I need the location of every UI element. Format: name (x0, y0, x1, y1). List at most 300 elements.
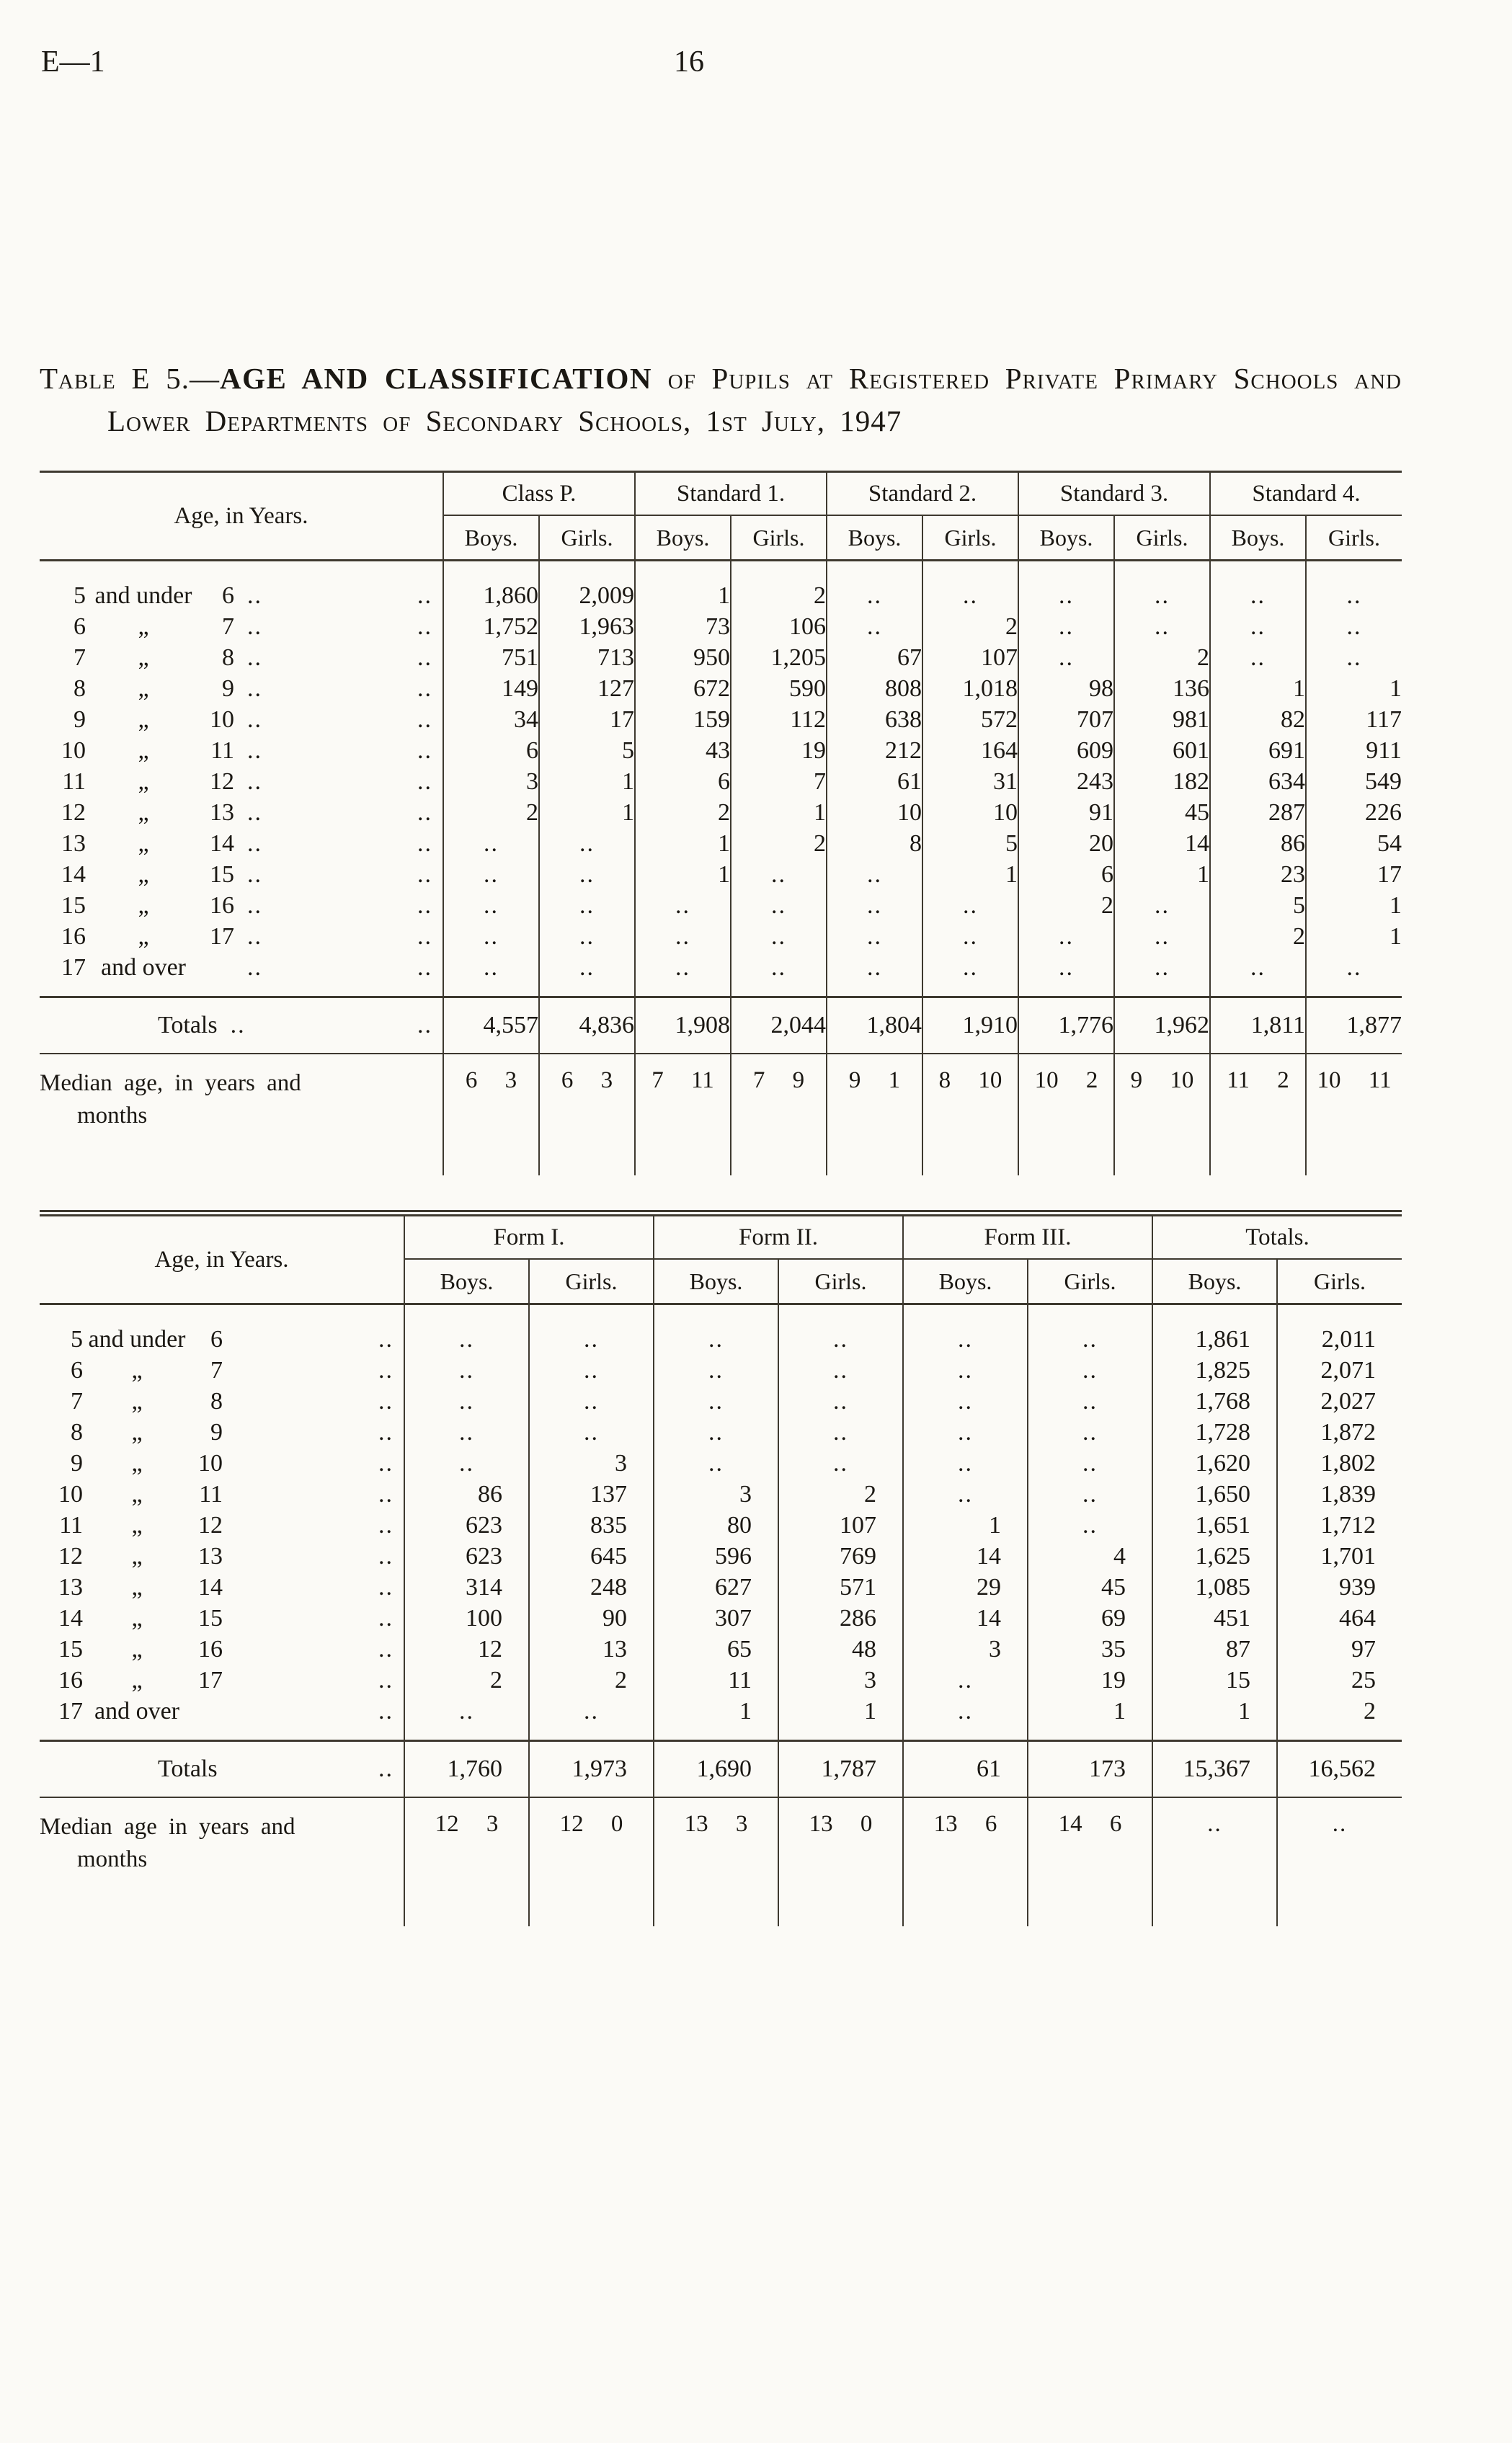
dot-leader: .. (247, 798, 262, 826)
data-cell: .. (443, 828, 539, 859)
data-cell: 7 (731, 766, 827, 797)
data-cell: 10 (827, 797, 922, 828)
data-cell: .. (529, 1696, 654, 1741)
data-cell: 107 (922, 642, 1018, 673)
data-cell: 3 (443, 766, 539, 797)
age-range-connector: „ (138, 829, 149, 857)
totals-cell: 15,367 (1152, 1741, 1277, 1798)
data-cell: 1 (922, 859, 1018, 890)
data-cell: 1 (1306, 890, 1402, 921)
age-to: 10 (210, 706, 234, 733)
totals-cell: 1,760 (404, 1741, 529, 1798)
median-label-cell (40, 1797, 404, 1926)
age-label (40, 1574, 404, 1601)
data-cell: 2,071 (1277, 1355, 1402, 1386)
data-cell: 82 (1210, 704, 1306, 735)
data-cell: 287 (1210, 797, 1306, 828)
age-to: 12 (210, 767, 234, 795)
totals-label: Totals (158, 1756, 218, 1783)
median-cell: 13 3 (654, 1797, 778, 1926)
data-cell: 212 (827, 735, 922, 766)
data-cell: .. (1028, 1355, 1152, 1386)
dot-leader: .. (247, 767, 262, 795)
age-to: 7 (210, 1356, 223, 1384)
median-cell: 6 3 (443, 1054, 539, 1175)
age-label (40, 1543, 404, 1570)
group-header-standard-3: Standard 3. (1018, 472, 1210, 516)
age-range-connector: „ (131, 1542, 143, 1570)
data-cell: 707 (1018, 704, 1114, 735)
dot-leader: .. (417, 891, 432, 919)
age-label-cell (40, 859, 443, 890)
age-from: 12 (58, 1542, 83, 1570)
data-cell: 590 (731, 673, 827, 704)
age-label (40, 613, 443, 641)
data-cell: 645 (529, 1541, 654, 1572)
dot-leader: .. (247, 706, 262, 733)
data-cell: 117 (1306, 704, 1402, 735)
data-cell: 31 (922, 766, 1018, 797)
data-cell: 1,018 (922, 673, 1018, 704)
median-cell: 9 10 (1114, 1054, 1210, 1175)
age-label-cell (40, 1479, 404, 1510)
group-header-row (40, 1216, 1402, 1259)
boys-header: Boys. (404, 1259, 529, 1304)
data-cell: 87 (1152, 1634, 1277, 1665)
data-cell: 307 (654, 1603, 778, 1634)
data-cell: 939 (1277, 1572, 1402, 1603)
age-to: 11 (210, 737, 234, 764)
data-cell: 243 (1018, 766, 1114, 797)
median-cell: 7 9 (731, 1054, 827, 1175)
girls-header: Girls. (1306, 515, 1402, 561)
data-cell: .. (778, 1448, 903, 1479)
age-data-row (40, 1603, 1402, 1634)
age-data-row (40, 1448, 1402, 1479)
data-cell: .. (1114, 921, 1210, 952)
dot-leader: .. (378, 1511, 393, 1539)
age-from: 11 (59, 1511, 83, 1539)
dot-leader: .. (378, 1387, 393, 1415)
data-cell: .. (404, 1355, 529, 1386)
data-cell: 159 (635, 704, 731, 735)
age-label-cell (40, 1355, 404, 1386)
age-to: 17 (210, 922, 234, 950)
age-to: 16 (210, 891, 234, 919)
age-label-cell (40, 704, 443, 735)
age-from: 5 (74, 582, 86, 609)
data-cell: 713 (539, 642, 635, 673)
age-to: 6 (222, 582, 234, 609)
data-cell: 20 (1018, 828, 1114, 859)
data-cell: 25 (1277, 1665, 1402, 1696)
age-from: 7 (71, 1387, 83, 1415)
data-cell: 6 (443, 735, 539, 766)
data-cell: .. (404, 1696, 529, 1741)
boys-header: Boys. (635, 515, 731, 561)
age-label (40, 675, 443, 703)
age-data-row (40, 1417, 1402, 1448)
table-forms-totals (40, 1216, 1402, 1926)
dot-leader: .. (417, 582, 432, 609)
age-range-connector: „ (131, 1666, 143, 1694)
data-cell: .. (731, 890, 827, 921)
data-cell: .. (635, 921, 731, 952)
age-to: 8 (222, 644, 234, 671)
data-cell: 1,825 (1152, 1355, 1277, 1386)
data-cell: 2 (1277, 1696, 1402, 1741)
data-cell: 97 (1277, 1634, 1402, 1665)
data-cell: 73 (635, 611, 731, 642)
age-data-row (40, 1355, 1402, 1386)
data-cell: 314 (404, 1572, 529, 1603)
totals-cell: 1,787 (778, 1741, 903, 1798)
data-cell: .. (903, 1355, 1028, 1386)
age-range-connector: and under (88, 1325, 186, 1353)
dot-leader: .. (417, 829, 432, 857)
data-cell: .. (922, 921, 1018, 952)
data-cell: .. (731, 952, 827, 997)
age-range-connector: „ (131, 1356, 143, 1384)
dot-leader: .. (417, 737, 432, 764)
age-column-header: Age, in Years. (40, 472, 443, 561)
data-cell: 12 (404, 1634, 529, 1665)
age-from: 16 (61, 922, 86, 950)
data-cell: 10 (922, 797, 1018, 828)
data-cell: 691 (1210, 735, 1306, 766)
girls-header: Girls. (778, 1259, 903, 1304)
dot-leader: .. (378, 1573, 393, 1601)
data-cell: 1,650 (1152, 1479, 1277, 1510)
age-from: 5 (71, 1325, 83, 1353)
data-cell: 14 (903, 1603, 1028, 1634)
data-cell: 48 (778, 1634, 903, 1665)
age-label (40, 644, 443, 672)
median-cell: .. (1277, 1797, 1402, 1926)
data-cell: 3 (903, 1634, 1028, 1665)
dot-leader: .. (378, 1418, 393, 1446)
dot-leader: .. (247, 675, 262, 702)
data-cell: .. (443, 859, 539, 890)
data-cell: .. (654, 1304, 778, 1356)
age-label-cell (40, 642, 443, 673)
data-cell: 2 (635, 797, 731, 828)
data-cell: 601 (1114, 735, 1210, 766)
dot-leader: .. (378, 1635, 393, 1663)
data-cell: 1 (1152, 1696, 1277, 1741)
age-data-row (40, 1572, 1402, 1603)
data-cell: .. (1114, 561, 1210, 612)
table2-body (40, 1304, 1402, 1741)
data-cell: .. (404, 1304, 529, 1356)
boys-header: Boys. (654, 1259, 778, 1304)
age-data-row (40, 828, 1402, 859)
data-cell: .. (539, 890, 635, 921)
age-label (40, 1512, 404, 1539)
data-cell: .. (827, 921, 922, 952)
age-label-cell (40, 1541, 404, 1572)
data-cell: 1,712 (1277, 1510, 1402, 1541)
data-cell: 1,768 (1152, 1386, 1277, 1417)
age-range-connector: „ (138, 860, 149, 888)
dot-leader: .. (230, 1012, 246, 1039)
dot-leader: .. (247, 829, 262, 857)
data-cell: .. (1114, 890, 1210, 921)
totals-cell: 1,962 (1114, 997, 1210, 1054)
data-cell: .. (903, 1448, 1028, 1479)
data-cell: 14 (1114, 828, 1210, 859)
age-to: 9 (210, 1418, 223, 1446)
age-to: 12 (198, 1511, 223, 1539)
data-cell: 19 (731, 735, 827, 766)
age-data-row (40, 1304, 1402, 1356)
data-cell: 1,752 (443, 611, 539, 642)
data-cell: 1 (1306, 673, 1402, 704)
data-cell: .. (654, 1417, 778, 1448)
data-cell: 54 (1306, 828, 1402, 859)
age-label-cell (40, 735, 443, 766)
table-primary-standards (40, 471, 1402, 1175)
age-range-connector: „ (131, 1387, 143, 1415)
data-cell: 5 (539, 735, 635, 766)
dot-leader: .. (378, 1666, 393, 1694)
age-from: 15 (58, 1635, 83, 1663)
age-to: 14 (198, 1573, 223, 1601)
age-column-header: Age, in Years. (40, 1216, 404, 1304)
median-label: Median age in years and months (40, 1814, 295, 1872)
data-cell: .. (778, 1386, 903, 1417)
data-cell: 86 (1210, 828, 1306, 859)
age-range-connector: „ (131, 1604, 143, 1632)
age-label (40, 768, 443, 796)
age-from: 9 (74, 706, 86, 733)
data-cell: 1 (1306, 921, 1402, 952)
totals-cell: 1,776 (1018, 997, 1114, 1054)
median-age-row (40, 1797, 1402, 1926)
data-cell: .. (903, 1304, 1028, 1356)
age-to: 10 (198, 1449, 223, 1477)
data-cell: .. (1210, 642, 1306, 673)
data-cell: 2 (731, 828, 827, 859)
data-cell: 1 (778, 1696, 903, 1741)
data-cell: .. (1306, 561, 1402, 612)
data-cell: 61 (827, 766, 922, 797)
age-label (40, 1605, 404, 1632)
dot-leader: .. (417, 953, 432, 981)
data-cell: 835 (529, 1510, 654, 1541)
data-cell: 1,872 (1277, 1417, 1402, 1448)
data-cell: .. (778, 1304, 903, 1356)
data-cell: 91 (1018, 797, 1114, 828)
age-range-connector: „ (131, 1635, 143, 1663)
data-cell: 571 (778, 1572, 903, 1603)
age-data-row (40, 921, 1402, 952)
data-cell: 14 (903, 1541, 1028, 1572)
age-range-connector: „ (131, 1573, 143, 1601)
data-cell: 634 (1210, 766, 1306, 797)
group-header-standard-4: Standard 4. (1210, 472, 1402, 516)
data-cell: .. (529, 1304, 654, 1356)
age-data-row (40, 642, 1402, 673)
group-header-row (40, 472, 1402, 516)
data-cell: 5 (922, 828, 1018, 859)
dot-leader: .. (247, 613, 262, 640)
totals-label: Totals (158, 1012, 218, 1039)
age-label (40, 954, 443, 982)
dot-leader: .. (378, 1697, 393, 1725)
totals-cell: 4,836 (539, 997, 635, 1054)
age-label-cell (40, 1304, 404, 1356)
data-cell: .. (1306, 642, 1402, 673)
totals-row (40, 1741, 1402, 1798)
data-cell: 2 (731, 561, 827, 612)
data-cell: .. (539, 859, 635, 890)
age-label (40, 1698, 404, 1725)
age-range-connector: „ (131, 1449, 143, 1477)
age-from: 15 (61, 891, 86, 919)
age-to: 17 (198, 1666, 223, 1694)
median-label: Median age, in years and months (40, 1070, 301, 1129)
girls-header: Girls. (1277, 1259, 1402, 1304)
totals-cell: 4,557 (443, 997, 539, 1054)
median-cell: 8 10 (922, 1054, 1018, 1175)
age-label (40, 1450, 404, 1477)
age-from: 6 (71, 1356, 83, 1384)
median-cell: .. (1152, 1797, 1277, 1926)
age-data-row (40, 1479, 1402, 1510)
data-cell: 69 (1028, 1603, 1152, 1634)
boys-header: Boys. (903, 1259, 1028, 1304)
table2-head (40, 1216, 1402, 1304)
data-cell: 107 (778, 1510, 903, 1541)
median-cell: 12 0 (529, 1797, 654, 1926)
data-cell: 1 (1210, 673, 1306, 704)
table-title (40, 357, 1402, 442)
data-cell: 248 (529, 1572, 654, 1603)
age-range-connector: „ (138, 798, 149, 826)
totals-cell: 1,804 (827, 997, 922, 1054)
data-cell: 572 (922, 704, 1018, 735)
data-cell: 1,839 (1277, 1479, 1402, 1510)
dot-leader: .. (417, 860, 432, 888)
data-cell: 29 (903, 1572, 1028, 1603)
data-cell: 137 (529, 1479, 654, 1510)
data-cell: .. (404, 1448, 529, 1479)
age-data-row (40, 890, 1402, 921)
age-to: 6 (210, 1325, 223, 1353)
age-label (40, 1357, 404, 1384)
dot-leader: .. (378, 1542, 393, 1570)
data-cell: .. (654, 1355, 778, 1386)
data-cell: 34 (443, 704, 539, 735)
data-cell: .. (443, 952, 539, 997)
totals-label-line (40, 1012, 443, 1039)
data-cell: 8 (827, 828, 922, 859)
age-data-row (40, 704, 1402, 735)
dot-leader: .. (247, 644, 262, 671)
data-cell: 2 (404, 1665, 529, 1696)
data-cell: .. (635, 890, 731, 921)
data-cell: 3 (529, 1448, 654, 1479)
age-from: 9 (71, 1449, 83, 1477)
age-from: 7 (74, 644, 86, 671)
data-cell: .. (1018, 642, 1114, 673)
data-cell: 2 (922, 611, 1018, 642)
median-cell: 13 6 (903, 1797, 1028, 1926)
data-cell: 80 (654, 1510, 778, 1541)
data-cell: .. (827, 890, 922, 921)
age-data-row (40, 766, 1402, 797)
girls-header: Girls. (529, 1259, 654, 1304)
dot-leader: .. (417, 675, 432, 702)
age-to: 13 (198, 1542, 223, 1570)
data-cell: 43 (635, 735, 731, 766)
data-cell: 100 (404, 1603, 529, 1634)
data-cell: 1,625 (1152, 1541, 1277, 1572)
data-cell: .. (1028, 1304, 1152, 1356)
data-cell: 808 (827, 673, 922, 704)
data-cell: 911 (1306, 735, 1402, 766)
totals-cell: 1,908 (635, 997, 731, 1054)
median-label-cell (40, 1054, 443, 1175)
age-range-connector: and over (100, 953, 186, 981)
girls-header: Girls. (731, 515, 827, 561)
data-cell: .. (654, 1386, 778, 1417)
data-cell: 65 (654, 1634, 778, 1665)
age-range-connector: „ (131, 1418, 143, 1446)
girls-header: Girls. (1114, 515, 1210, 561)
totals-cell: 1,877 (1306, 997, 1402, 1054)
totals-cell: 173 (1028, 1741, 1152, 1798)
age-from: 13 (61, 829, 86, 857)
age-to: 16 (198, 1635, 223, 1663)
totals-label-cell (40, 1741, 404, 1798)
data-cell: 1,085 (1152, 1572, 1277, 1603)
data-cell: 15 (1152, 1665, 1277, 1696)
age-from: 17 (61, 953, 86, 981)
totals-cell: 1,690 (654, 1741, 778, 1798)
data-cell: .. (539, 952, 635, 997)
age-to: 15 (210, 860, 234, 888)
age-range-connector: „ (138, 706, 149, 733)
age-label-cell (40, 673, 443, 704)
age-from: 17 (58, 1697, 83, 1725)
data-cell: 6 (635, 766, 731, 797)
age-from: 6 (74, 613, 86, 640)
data-cell: 2,011 (1277, 1304, 1402, 1356)
age-label-cell (40, 1386, 404, 1417)
age-label-cell (40, 797, 443, 828)
data-cell: 981 (1114, 704, 1210, 735)
data-cell: 2 (1018, 890, 1114, 921)
age-to: 14 (210, 829, 234, 857)
girls-header: Girls. (1028, 1259, 1152, 1304)
title-rest: of Pupils at Registered Private Primary Schools and Lower Departments of Secondary Schools, 1st July, 1947 (107, 362, 1402, 437)
group-header-standard-2: Standard 2. (827, 472, 1018, 516)
data-cell: .. (922, 952, 1018, 997)
data-cell: 1,861 (1152, 1304, 1277, 1356)
age-label (40, 1636, 404, 1663)
dot-leader: .. (378, 1756, 393, 1783)
table1-footer (40, 997, 1402, 1176)
age-range-connector: „ (138, 737, 149, 764)
group-header-form-1: Form I. (404, 1216, 654, 1259)
data-cell: 609 (1018, 735, 1114, 766)
dot-leader: .. (378, 1480, 393, 1508)
age-from: 8 (74, 675, 86, 702)
dot-leader: .. (417, 613, 432, 640)
data-cell: 286 (778, 1603, 903, 1634)
